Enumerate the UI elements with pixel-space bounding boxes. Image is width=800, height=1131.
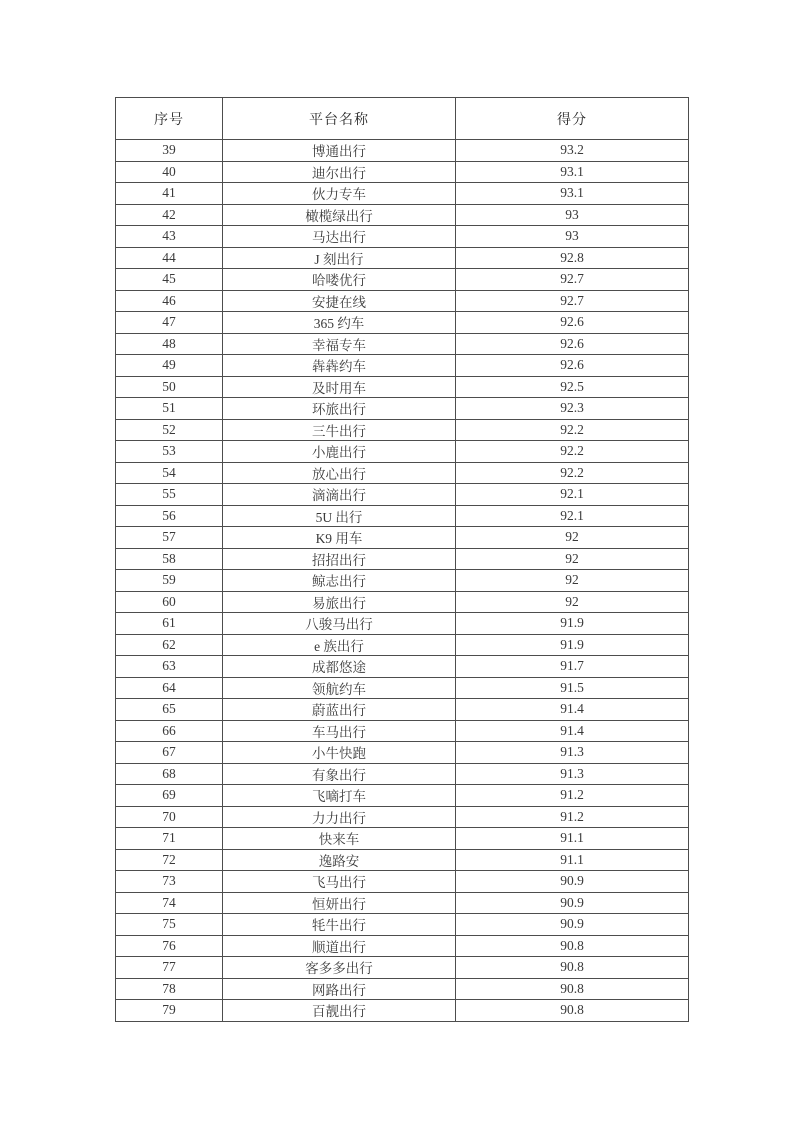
table-row bbox=[116, 720, 689, 742]
cell-index: 43 bbox=[116, 226, 223, 248]
table-row bbox=[116, 269, 689, 291]
cell-index: 62 bbox=[116, 634, 223, 656]
cell-index: 53 bbox=[116, 441, 223, 463]
table-row bbox=[116, 183, 689, 205]
cell-score: 91.1 bbox=[456, 849, 689, 871]
column-header-index: 序号 bbox=[116, 98, 223, 140]
cell-score: 92 bbox=[456, 548, 689, 570]
cell-score: 92.6 bbox=[456, 355, 689, 377]
cell-index: 49 bbox=[116, 355, 223, 377]
table-row bbox=[116, 398, 689, 420]
cell-score: 92.7 bbox=[456, 269, 689, 291]
cell-score: 90.8 bbox=[456, 957, 689, 979]
cell-index: 76 bbox=[116, 935, 223, 957]
cell-platform-name: J 刻出行 bbox=[223, 247, 456, 269]
table-row bbox=[116, 355, 689, 377]
cell-platform-name: 飞嘀打车 bbox=[223, 785, 456, 807]
table-row bbox=[116, 505, 689, 527]
cell-index: 45 bbox=[116, 269, 223, 291]
cell-platform-name: 犇犇约车 bbox=[223, 355, 456, 377]
table-row bbox=[116, 290, 689, 312]
cell-platform-name: 鲸志出行 bbox=[223, 570, 456, 592]
table-row bbox=[116, 957, 689, 979]
column-header-platform-name: 平台名称 bbox=[223, 98, 456, 140]
table-row bbox=[116, 763, 689, 785]
table-row bbox=[116, 462, 689, 484]
cell-platform-name: 伙力专车 bbox=[223, 183, 456, 205]
cell-index: 55 bbox=[116, 484, 223, 506]
cell-platform-name: 网路出行 bbox=[223, 978, 456, 1000]
cell-score: 90.9 bbox=[456, 914, 689, 936]
cell-score: 91.9 bbox=[456, 634, 689, 656]
table-row bbox=[116, 591, 689, 613]
cell-platform-name: 哈喽优行 bbox=[223, 269, 456, 291]
table-row bbox=[116, 484, 689, 506]
cell-platform-name: 三牛出行 bbox=[223, 419, 456, 441]
cell-score: 92.1 bbox=[456, 484, 689, 506]
cell-score: 92.6 bbox=[456, 312, 689, 334]
cell-index: 46 bbox=[116, 290, 223, 312]
cell-index: 56 bbox=[116, 505, 223, 527]
cell-platform-name: 博通出行 bbox=[223, 140, 456, 162]
cell-index: 66 bbox=[116, 720, 223, 742]
cell-score: 91.7 bbox=[456, 656, 689, 678]
table-row bbox=[116, 742, 689, 764]
cell-score: 90.9 bbox=[456, 871, 689, 893]
table-row bbox=[116, 828, 689, 850]
table-row bbox=[116, 140, 689, 162]
table-row bbox=[116, 570, 689, 592]
cell-platform-name: 蔚蓝出行 bbox=[223, 699, 456, 721]
cell-platform-name: 恒妍出行 bbox=[223, 892, 456, 914]
cell-index: 73 bbox=[116, 871, 223, 893]
cell-platform-name: 橄榄绿出行 bbox=[223, 204, 456, 226]
cell-index: 40 bbox=[116, 161, 223, 183]
cell-platform-name: K9 用车 bbox=[223, 527, 456, 549]
cell-platform-name: 牦牛出行 bbox=[223, 914, 456, 936]
cell-score: 92.3 bbox=[456, 398, 689, 420]
cell-index: 54 bbox=[116, 462, 223, 484]
cell-score: 91.2 bbox=[456, 785, 689, 807]
cell-index: 57 bbox=[116, 527, 223, 549]
cell-platform-name: 迪尔出行 bbox=[223, 161, 456, 183]
cell-index: 70 bbox=[116, 806, 223, 828]
cell-score: 92.2 bbox=[456, 462, 689, 484]
table-row bbox=[116, 634, 689, 656]
cell-score: 92 bbox=[456, 527, 689, 549]
table-row bbox=[116, 978, 689, 1000]
cell-index: 72 bbox=[116, 849, 223, 871]
cell-platform-name: 飞马出行 bbox=[223, 871, 456, 893]
cell-platform-name: 及时用车 bbox=[223, 376, 456, 398]
cell-index: 60 bbox=[116, 591, 223, 613]
table-row bbox=[116, 247, 689, 269]
cell-index: 68 bbox=[116, 763, 223, 785]
cell-score: 92.1 bbox=[456, 505, 689, 527]
cell-platform-name: 环旅出行 bbox=[223, 398, 456, 420]
cell-index: 64 bbox=[116, 677, 223, 699]
cell-score: 93 bbox=[456, 226, 689, 248]
cell-score: 90.8 bbox=[456, 1000, 689, 1022]
cell-index: 69 bbox=[116, 785, 223, 807]
column-header-score: 得分 bbox=[456, 98, 689, 140]
cell-score: 91.1 bbox=[456, 828, 689, 850]
table-row bbox=[116, 849, 689, 871]
table-row bbox=[116, 677, 689, 699]
cell-index: 58 bbox=[116, 548, 223, 570]
cell-index: 77 bbox=[116, 957, 223, 979]
cell-score: 92 bbox=[456, 570, 689, 592]
cell-score: 91.9 bbox=[456, 613, 689, 635]
cell-index: 65 bbox=[116, 699, 223, 721]
cell-index: 59 bbox=[116, 570, 223, 592]
table-row bbox=[116, 419, 689, 441]
cell-score: 91.3 bbox=[456, 763, 689, 785]
cell-index: 74 bbox=[116, 892, 223, 914]
cell-score: 93.1 bbox=[456, 183, 689, 205]
cell-index: 63 bbox=[116, 656, 223, 678]
cell-index: 79 bbox=[116, 1000, 223, 1022]
cell-platform-name: 安捷在线 bbox=[223, 290, 456, 312]
cell-index: 78 bbox=[116, 978, 223, 1000]
cell-score: 93 bbox=[456, 204, 689, 226]
table-row bbox=[116, 441, 689, 463]
cell-platform-name: 马达出行 bbox=[223, 226, 456, 248]
cell-score: 92.8 bbox=[456, 247, 689, 269]
cell-index: 48 bbox=[116, 333, 223, 355]
cell-score: 90.8 bbox=[456, 935, 689, 957]
table-row bbox=[116, 613, 689, 635]
cell-index: 39 bbox=[116, 140, 223, 162]
cell-index: 67 bbox=[116, 742, 223, 764]
cell-score: 92 bbox=[456, 591, 689, 613]
platform-score-table bbox=[115, 97, 689, 1022]
table-row bbox=[116, 226, 689, 248]
cell-index: 75 bbox=[116, 914, 223, 936]
table-row bbox=[116, 333, 689, 355]
cell-score: 90.9 bbox=[456, 892, 689, 914]
cell-index: 44 bbox=[116, 247, 223, 269]
table-row bbox=[116, 785, 689, 807]
table-row bbox=[116, 204, 689, 226]
cell-platform-name: 车马出行 bbox=[223, 720, 456, 742]
cell-index: 61 bbox=[116, 613, 223, 635]
cell-score: 92.2 bbox=[456, 441, 689, 463]
cell-platform-name: 幸福专车 bbox=[223, 333, 456, 355]
cell-platform-name: 八骏马出行 bbox=[223, 613, 456, 635]
cell-platform-name: 有象出行 bbox=[223, 763, 456, 785]
cell-index: 52 bbox=[116, 419, 223, 441]
cell-platform-name: 放心出行 bbox=[223, 462, 456, 484]
cell-platform-name: 逸路安 bbox=[223, 849, 456, 871]
cell-score: 92.7 bbox=[456, 290, 689, 312]
table-row bbox=[116, 892, 689, 914]
table-row bbox=[116, 699, 689, 721]
table-row bbox=[116, 312, 689, 334]
cell-score: 93.1 bbox=[456, 161, 689, 183]
cell-platform-name: 5U 出行 bbox=[223, 505, 456, 527]
cell-index: 50 bbox=[116, 376, 223, 398]
cell-platform-name: 小牛快跑 bbox=[223, 742, 456, 764]
cell-index: 51 bbox=[116, 398, 223, 420]
table-row bbox=[116, 914, 689, 936]
table-row bbox=[116, 871, 689, 893]
cell-platform-name: 百靓出行 bbox=[223, 1000, 456, 1022]
cell-score: 92.2 bbox=[456, 419, 689, 441]
cell-score: 91.4 bbox=[456, 720, 689, 742]
cell-platform-name: 招招出行 bbox=[223, 548, 456, 570]
cell-platform-name: 顺道出行 bbox=[223, 935, 456, 957]
cell-score: 90.8 bbox=[456, 978, 689, 1000]
cell-platform-name: 滴滴出行 bbox=[223, 484, 456, 506]
table-header-row bbox=[116, 98, 689, 140]
table-row bbox=[116, 1000, 689, 1022]
cell-platform-name: 力力出行 bbox=[223, 806, 456, 828]
table-row bbox=[116, 548, 689, 570]
cell-platform-name: 易旅出行 bbox=[223, 591, 456, 613]
cell-index: 41 bbox=[116, 183, 223, 205]
cell-platform-name: e 族出行 bbox=[223, 634, 456, 656]
cell-score: 93.2 bbox=[456, 140, 689, 162]
cell-score: 91.3 bbox=[456, 742, 689, 764]
cell-index: 71 bbox=[116, 828, 223, 850]
table-row bbox=[116, 656, 689, 678]
table-row bbox=[116, 806, 689, 828]
cell-score: 91.2 bbox=[456, 806, 689, 828]
cell-score: 91.5 bbox=[456, 677, 689, 699]
cell-platform-name: 成都悠途 bbox=[223, 656, 456, 678]
cell-platform-name: 领航约车 bbox=[223, 677, 456, 699]
cell-score: 91.4 bbox=[456, 699, 689, 721]
table-body bbox=[116, 140, 689, 1022]
cell-platform-name: 快来车 bbox=[223, 828, 456, 850]
cell-index: 42 bbox=[116, 204, 223, 226]
cell-score: 92.6 bbox=[456, 333, 689, 355]
table-row bbox=[116, 376, 689, 398]
cell-platform-name: 小鹿出行 bbox=[223, 441, 456, 463]
cell-platform-name: 365 约车 bbox=[223, 312, 456, 334]
table-row bbox=[116, 935, 689, 957]
table-row bbox=[116, 527, 689, 549]
table-row bbox=[116, 161, 689, 183]
cell-platform-name: 客多多出行 bbox=[223, 957, 456, 979]
cell-index: 47 bbox=[116, 312, 223, 334]
cell-score: 92.5 bbox=[456, 376, 689, 398]
